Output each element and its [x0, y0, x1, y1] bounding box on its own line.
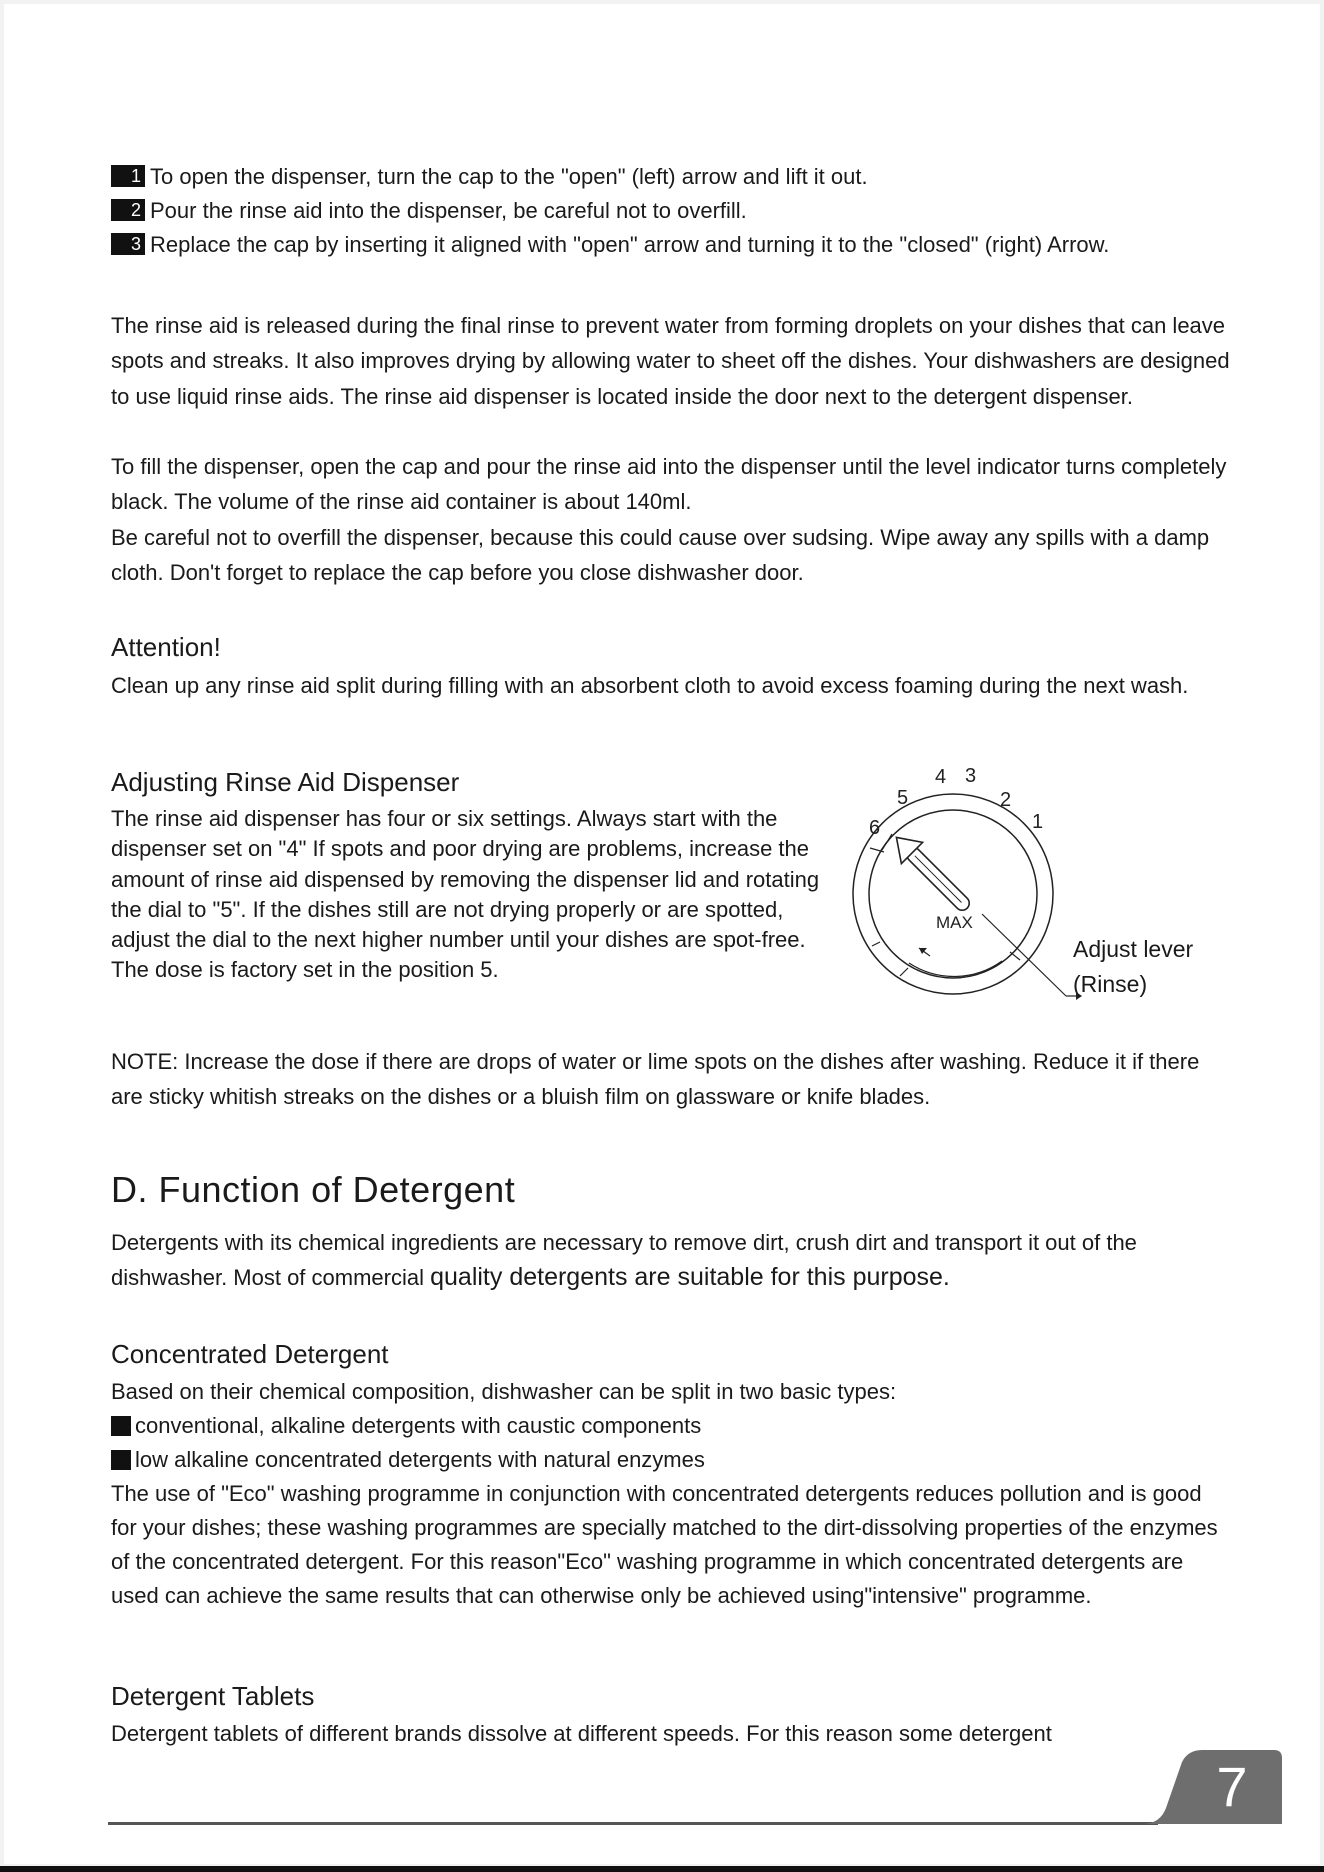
dial-setting-4: 4 — [935, 766, 947, 788]
dial-setting-1: 1 — [1032, 811, 1044, 833]
callout-line-2: (Rinse) — [1073, 971, 1148, 997]
fill-instructions: To fill the dispenser, open the cap and pour the rinse aid into the dispenser until the level indicator turns completely black. The volume of the rinse aid container is about 140ml. — [111, 454, 1227, 515]
step-text: Replace the cap by inserting it aligned with "open" arrow and turning it to the "closed" (right) Arrow. — [150, 232, 1110, 257]
dial-setting-3: 3 — [965, 765, 977, 787]
bullet-text: low alkaline concentrated detergents with natural enzymes — [135, 1447, 705, 1472]
concentrated-block — [111, 1375, 1231, 1613]
callout-leader-line — [982, 914, 1066, 996]
adjust-lever-callout — [1073, 932, 1193, 1002]
section-d-heading: D. Function of Detergent — [111, 1169, 516, 1210]
attention-text: Clean up any rinse aid split during filling with an absorbent cloth to avoid excess foaming during the next wash. — [111, 673, 1189, 698]
dose-note: NOTE: Increase the dose if there are drops of water or lime spots on the dishes after washing. Reduce it if there are sticky whitish streaks on the dishes or a bluish film on glassware or knife blades. — [111, 1049, 1200, 1110]
concentrated-intro: Based on their chemical composition, dishwasher can be split in two basic types: — [111, 1379, 897, 1404]
tablets-heading: Detergent Tablets — [111, 1681, 315, 1711]
numbered-steps — [111, 160, 1231, 259]
step-text: To open the dispenser, turn the cap to the "open" (left) arrow and lift it out. — [150, 164, 868, 189]
max-label: MAX — [936, 913, 973, 932]
dial-setting-2: 2 — [1000, 789, 1012, 811]
rinse-aid-intro: The rinse aid is released during the final rinse to prevent water from forming droplets on your dishes that can leave spots and streaks. It also improves drying by allowing water to sheet off the dishes. Your dishwashers are designed to use liquid rinse aids. The rinse aid dispenser is located inside the door next to the detergent dispenser. — [111, 313, 1230, 409]
overfill-warning: Be careful not to overfill the dispenser, because this could cause over sudsing. Wipe away any spills with a damp cloth. Don't forget to replace the cap before you close dishwasher door. — [111, 525, 1210, 586]
step-number-badge: 1 — [111, 165, 145, 187]
dial-setting-5: 5 — [897, 787, 909, 809]
step-2 — [111, 194, 1231, 228]
square-bullet-icon — [111, 1416, 131, 1436]
scan-edge — [0, 1866, 1324, 1872]
bullet-text: conventional, alkaline detergents with caustic components — [135, 1413, 702, 1438]
attention-heading: Attention! — [111, 632, 221, 662]
bullet-item — [111, 1409, 1231, 1443]
section-d-text — [111, 1225, 1231, 1296]
section-d-text-part-2: quality detergents are suitable for this purpose. — [430, 1263, 950, 1292]
page-number: 7 — [1216, 1755, 1248, 1818]
concentrated-text: The use of "Eco" washing programme in conjunction with concentrated detergents reduces pollution and is good for your dishes; these washing programmes are specially matched to the dirt-dissolving properties of the enzymes of the concentrated detergent. For this reason"Eco" washing programme in which concentrated detergents are used can achieve the same results that can otherwise only be achieved using"intensive" programme. — [111, 1481, 1218, 1608]
tablets-text: Detergent tablets of different brands dissolve at different speeds. For this reason some detergent — [111, 1721, 1052, 1746]
callout-line-1: Adjust lever — [1073, 936, 1194, 962]
adjusting-heading: Adjusting Rinse Aid Dispenser — [111, 767, 460, 797]
square-bullet-icon — [111, 1450, 131, 1470]
step-number-badge: 2 — [111, 199, 145, 221]
adjusting-text: The rinse aid dispenser has four or six settings. Always start with the dispenser set on "4" If spots and poor drying are problems, increase the amount of rinse aid dispensed by removing the dispenser lid and rotating the dial to "5". If the dishes still are not drying properly or are spotted, adjust the dial to the next higher number until your dishes are spot-free. The dose is factory set in the position 5. — [111, 806, 820, 983]
step-3 — [111, 228, 1231, 259]
concentrated-heading: Concentrated Detergent — [111, 1339, 389, 1369]
manual-page — [4, 4, 1320, 1864]
step-number-badge: 3 — [111, 233, 145, 255]
step-text: Pour the rinse aid into the dispenser, be careful not to overfill. — [150, 198, 747, 223]
section-d-text-part-1: Detergents with its chemical ingredients are necessary to remove dirt, crush dirt and transport it out of the dishwasher. Most of commercial — [111, 1230, 1137, 1291]
footer-rule — [108, 1822, 1158, 1825]
dial-setting-6: 6 — [869, 817, 881, 839]
step-1 — [111, 160, 1231, 194]
dial-arrow-icon — [886, 827, 978, 919]
bullet-item — [111, 1443, 1231, 1477]
